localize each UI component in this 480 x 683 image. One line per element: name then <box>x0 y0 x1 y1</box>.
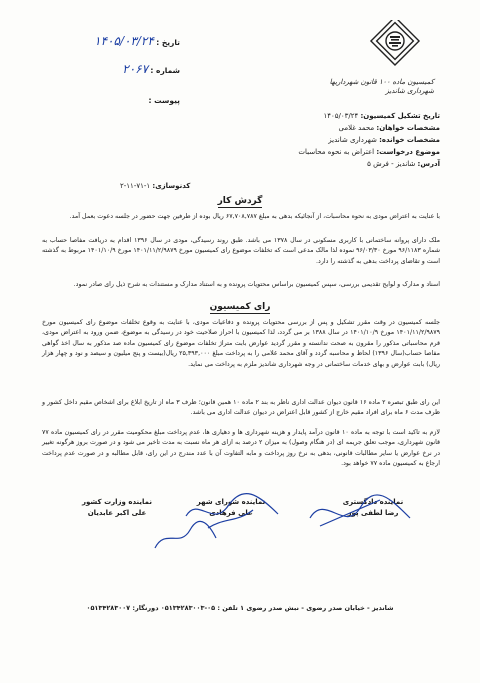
organization-name <box>314 78 434 96</box>
paragraph-5: این رای طبق تبصره ۲ ماده ۱۶ قانون دیوان عدالت اداری ناظر به بند ۲ ماده ۱۰ همین قانون؛ ظرف ۳ ماه از تاریخ ابلاغ برای اشخاص مقیم داخل کشور و ظرف مدت ۶ ماه برای افراد مقیم خارج از کشور قابل اعتراض در دیوان عدالت اداری می باشد. <box>42 399 440 417</box>
address-value: شاندیز - فرش ۵ <box>367 160 416 168</box>
respondent-label: مشخصات خوانده: <box>379 136 440 144</box>
emblem-logo-icon <box>356 20 432 78</box>
attachment-row <box>60 96 180 105</box>
handwritten-signature-1 <box>300 488 420 538</box>
paragraph-1: با عنایت به اعتراض مودی به نحوه محاسبات، از آنجائیکه بدهی به مبلغ ۶۷,۷۰۸,۷۸۷ ریال بوده از طرفین جهت حضور در جلسه دعوت بعمل آمد. <box>69 213 440 220</box>
subject-label: موضوع درخواست: <box>376 148 440 156</box>
requester-value: محمد غلامی <box>338 124 375 132</box>
number-label: شماره : <box>150 66 180 75</box>
signature-interior-ministry <box>62 498 172 517</box>
ruling-section-heading <box>0 302 480 312</box>
respondent-row <box>250 134 440 146</box>
signature-title: نماینده دادگستری <box>342 498 404 506</box>
report-title: گردش کار <box>217 196 263 206</box>
number-row <box>60 62 180 76</box>
report-section-heading <box>0 196 480 206</box>
address-label: آدرس: <box>417 160 440 168</box>
requester-row <box>250 122 440 134</box>
formation-date-row <box>250 110 440 122</box>
formation-date-label: تاریخ تشکیل کمیسیون: <box>360 112 440 120</box>
requester-label: مشخصات خواهان: <box>376 124 440 132</box>
paragraph-4: جلسه کمیسیون در وقت مقرر تشکیل و پس از بررسی محتویات پرونده و دفاعیات مودی، با عنایت به وقوع تخلفات موضوع رای کمیسیون مورخ ۱۴۰۱/۱۱/۲/۹۸۷۹ مورخ ۱۴۰۱/۱۰/۹ در سال ۱۳۸۸ بر می گردد، لذا کمیسیون با احراز صلاحیت خود در رسیدگی به موضوع، ضمن ورود به اعتراض مودی، قرم محاسباتی مذکور را مقرون به صحت ندانسته و مقرر گردید عوارض بابت متراژ تخلفات موضوع رای کمیسیون ماده صد مذکور به سال اخذ گواهی مفاصا حساب(سال ۱۳۹۶) لحاظ و محاسبه گردد و آقای محمد غلامی را به پرداخت مبلغ ۲۵,۳۹۳,۰۰۰ ریال(بیست و پنج میلیون و سیصد و نود و چهار هزار ریال) بابت عوارض و بهای خدمات ساختمانی در وجه شهرداری شاندیز ملزم به پرداخت می نماید. <box>42 319 440 368</box>
signature-title: نماینده وزارت کشور <box>82 498 152 506</box>
case-code-value: ۱-۷۱-۱۱-۲ <box>120 182 151 190</box>
case-info <box>250 110 440 170</box>
signature-name: علی فرهادی <box>209 509 253 517</box>
date-row <box>60 34 180 48</box>
handwritten-signature-3 <box>150 518 220 558</box>
number-value: ۲۰۶۷ <box>122 62 149 76</box>
org-line-1: کمیسیون ماده ۱۰۰ قانون شهرداریها <box>329 78 434 86</box>
footer-contact: شاندیز - خیابان صدر رضوی - نبش صدر رضوی ۱ تلفن : ۰۵-۰۵۱۳۴۲۸۳۰۰۳ دورنگار: ۰۵۱۳۴۲۸۳۰۰۷ <box>86 604 394 612</box>
signature-title: نماینده شورای شهر <box>196 498 266 506</box>
date-value: ۱۴۰۵/۰۳/۲۴ <box>94 34 154 48</box>
paragraph-2: ملک دارای پروانه ساختمانی با کاربری مسکونی در سال ۱۳۷۸ می باشد. طبق روند رسیدگی، مودی در سال ۱۳۹۶ اقدام به دریافت مفاصا حساب به شماره ۹۶/۱۱۸۳ مورخ ۹۶/۰۳/۳۰ نموده لذا مالک مدعی است که تخلفات موضوع رای کمیسیون مورخ ۱۴۰۱/۱۱/۲/۹۸۷۹ مورخ ۱۴۰۱/۱۰/۹ مربوط به گذشته است و تقاضای پرداخت بدهی به گذشته را دارد. <box>42 237 440 265</box>
attachment-label: پیوست : <box>148 96 180 105</box>
address-row <box>250 158 440 170</box>
respondent-value: شهرداری شاندیز <box>328 136 377 144</box>
case-code-row <box>120 182 190 190</box>
paragraph-3: اسناد و مدارک و لوایح تقدیمی بررسی، سپس کمیسیون براساس محتویات پرونده و به استناد مدارک و مستندات به شرح ذیل رای صادر نمود. <box>73 281 440 288</box>
signature-name: علی اکبر عابدیان <box>87 509 147 517</box>
subject-value: اعتراض به نحوه محاسبات <box>298 148 375 156</box>
subject-row <box>250 146 440 158</box>
signature-name: رضا لطفی پور <box>347 509 399 517</box>
ruling-title: رای کمیسیون <box>209 302 271 312</box>
case-code-label: کدنوسازی: <box>152 182 191 190</box>
org-line-2: شهرداری شاندیز <box>385 87 434 95</box>
paragraph-6: لازم به تاکید است با توجه به ماده ۱۰ قانون درآمد پایدار و هزینه شهرداری ها و دهیاری ها، عدم پرداخت مبلغ محکومیت مقرر در رای کمیسیون ماده ۷۷ قانون شهرداری، موجب تعلق جریمه ای (در هنگام وصول) به میزان ۲ درصد به ازای هر ماه نسبت به مدت تاخیر می شود و در صورت بروز هرگونه تغییر در نرخ عوارض یا سایر مطالبات قانونی، بدهی به نرخ روز پرداخت و مابه التفاوت آن با عدد مندرج در این رای، قابل مطالبه و در صورت عدم پرداخت ارجاع به کمیسیون ماده ۷۷ خواهد بود. <box>42 429 441 468</box>
date-label: تاریخ : <box>156 38 180 47</box>
formation-date-value: ۱۴۰۵/۰۳/۲۴ <box>323 112 359 120</box>
municipality-emblem <box>356 20 432 78</box>
